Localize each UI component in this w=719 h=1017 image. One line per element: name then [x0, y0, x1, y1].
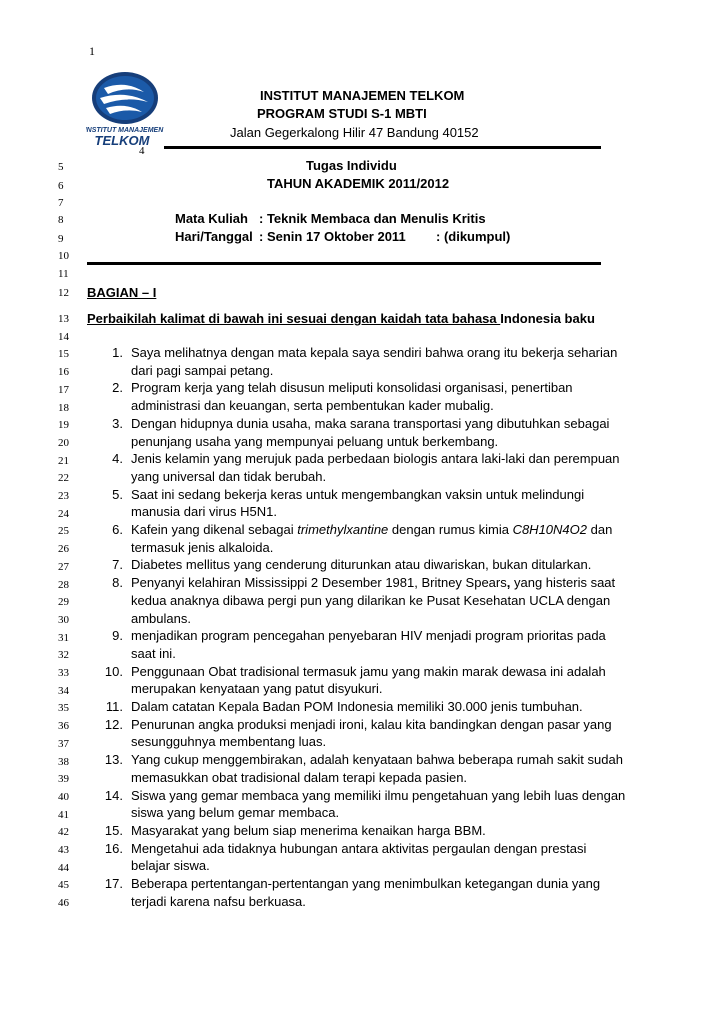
- line-number: 42: [58, 826, 69, 838]
- question-text-part: Kafein yang dikenal sebagai: [131, 522, 298, 537]
- line-number: 38: [58, 756, 69, 768]
- question-text: ambulans.: [131, 611, 191, 626]
- question-number: 10.: [104, 664, 123, 679]
- date-value: : Senin 17 Oktober 2011: [259, 229, 406, 244]
- line-number: 16: [58, 366, 69, 378]
- question-number: 14.: [104, 788, 123, 803]
- question-text-part: dan: [587, 522, 613, 537]
- line-number: 43: [58, 844, 69, 856]
- line-number: 22: [58, 472, 69, 484]
- question-number: 16.: [104, 841, 123, 856]
- course-label: Mata Kuliah: [175, 211, 248, 226]
- header-rule: [164, 146, 601, 149]
- line-number: 33: [58, 667, 69, 679]
- course-value: : Teknik Membaca dan Menulis Kritis: [259, 211, 486, 226]
- question-text: yang universal dan tidak berubah.: [131, 469, 327, 484]
- question-number: 8.: [112, 575, 123, 590]
- line-number: 31: [58, 632, 69, 644]
- line-number: 24: [58, 508, 69, 520]
- line-number: 30: [58, 614, 69, 626]
- question-text-part: yang histeris saat: [510, 575, 616, 590]
- line-number: 27: [58, 561, 69, 573]
- question-number: 12.: [104, 717, 123, 732]
- question-text: Beberapa pertentangan-pertentangan yang menimbulkan ketegangan dunia yang: [131, 876, 601, 891]
- question-text: Diabetes mellitus yang cenderung diturunkan atau diwariskan, bukan ditularkan.: [131, 557, 592, 572]
- question-number: 7.: [112, 557, 123, 572]
- line-number: 45: [58, 879, 69, 891]
- question-text: Dalam catatan Kepala Badan POM Indonesia memiliki 30.000 jenis tumbuhan.: [131, 699, 583, 714]
- line-number: 21: [58, 455, 69, 467]
- question-text: dari pagi sampai petang.: [131, 363, 274, 378]
- section-instruction: [87, 311, 595, 326]
- question-text: termasuk jenis alkaloida.: [131, 540, 274, 555]
- line-number: 28: [58, 579, 69, 591]
- question-text: belajar siswa.: [131, 858, 210, 873]
- line-number: 46: [58, 897, 69, 909]
- line-number: 23: [58, 490, 69, 502]
- date-label: Hari/Tanggal: [175, 229, 253, 244]
- title-line1: Tugas Individu: [306, 158, 397, 173]
- section-heading: BAGIAN – I: [87, 285, 157, 300]
- question-number: 3.: [112, 416, 123, 431]
- question-number: 13.: [104, 752, 123, 767]
- line-number: 39: [58, 773, 69, 785]
- question-text: menjadikan program pencegahan penyebaran HIV menjadi program prioritas pada: [131, 628, 606, 643]
- question-text: administrasi dan keuangan, serta pembentukan kader mubalig.: [131, 398, 494, 413]
- line-number: 9: [58, 233, 64, 245]
- line-number: 7: [58, 197, 64, 209]
- line-number: 19: [58, 419, 69, 431]
- meta-rule: [87, 262, 601, 265]
- line-number: 41: [58, 809, 69, 821]
- question-text-part: dengan rumus kimia: [388, 522, 513, 537]
- question-text: manusia dari virus H5N1.: [131, 504, 277, 519]
- question-text: [131, 575, 615, 590]
- question-text: saat ini.: [131, 646, 176, 661]
- line-number: 32: [58, 649, 69, 661]
- question-number: 5.: [112, 487, 123, 502]
- line-number: 6: [58, 180, 64, 192]
- line-number: 36: [58, 720, 69, 732]
- line-number: 25: [58, 525, 69, 537]
- program-name: PROGRAM STUDI S-1 MBTI: [257, 106, 427, 121]
- institution-name: INSTITUT MANAJEMEN TELKOM: [260, 88, 465, 103]
- question-number: 1.: [112, 345, 123, 360]
- address: Jalan Gegerkalong Hilir 47 Bandung 40152: [230, 125, 479, 140]
- line-number: 10: [58, 250, 69, 262]
- title-line2: TAHUN AKADEMIK 2011/2012: [267, 176, 450, 191]
- question-text: [131, 522, 612, 537]
- instruction-rest: Indonesia baku: [500, 311, 595, 326]
- question-text: Jenis kelamin yang merujuk pada perbedaan biologis antara laki-laki dan perempuan: [131, 451, 620, 466]
- line-number: 34: [58, 685, 69, 697]
- line-number: 26: [58, 543, 69, 555]
- line-number: 20: [58, 437, 69, 449]
- logo-brand-line1: INSTITUT MANAJEMEN: [86, 127, 164, 134]
- question-text: Saat ini sedang bekerja keras untuk mengembangkan vaksin untuk melindungi: [131, 487, 585, 502]
- question-text-bold: ,: [506, 575, 511, 590]
- question-text: Dengan hidupnya dunia usaha, maka sarana transportasi yang dibutuhkan sebagai: [131, 416, 610, 431]
- submit-value: : (dikumpul): [436, 229, 511, 244]
- question-text: sesungguhnya membentang luas.: [131, 734, 327, 749]
- line-number: 15: [58, 348, 69, 360]
- question-text: kedua anaknya dibawa pergi pun yang dilarikan ke Pusat Kesehatan UCLA dengan: [131, 593, 611, 608]
- line-number: 18: [58, 402, 69, 414]
- question-number: 2.: [112, 380, 123, 395]
- line-number: 13: [58, 313, 69, 325]
- line-number: 29: [58, 596, 69, 608]
- question-text: Saya melihatnya dengan mata kepala saya sendiri bahwa orang itu bekerja seharian: [131, 345, 618, 360]
- question-number: 6.: [112, 522, 123, 537]
- question-text: Program kerja yang telah disusun meliputi konsolidasi organisasi, penertiban: [131, 380, 573, 395]
- question-number: 11.: [105, 699, 123, 714]
- question-text-italic: trimethylxantine: [297, 522, 389, 537]
- question-text: Siswa yang gemar membaca yang memiliki ilmu pengetahuan yang lebih luas dengan: [131, 788, 626, 803]
- line-number: 44: [58, 862, 69, 874]
- question-text: terjadi karena nafsu berkuasa.: [131, 894, 306, 909]
- question-text: memasukkan obat tradisional dalam terapi kepada pasien.: [131, 770, 468, 785]
- line-number: 5: [58, 161, 64, 173]
- line-number: 40: [58, 791, 69, 803]
- question-text: Yang cukup menggembirakan, adalah kenyataan bahwa beberapa rumah sakit sudah: [131, 752, 623, 767]
- question-text: Mengetahui ada tidaknya hubungan antara aktivitas pergaulan dengan prestasi: [131, 841, 587, 856]
- question-number: 4.: [112, 451, 123, 466]
- logo-brand-line2: TELKOM: [94, 133, 150, 148]
- logo-marker: 4: [139, 145, 145, 157]
- question-text: siswa yang belum gemar membaca.: [131, 805, 340, 820]
- line-number: 8: [58, 214, 64, 226]
- line-number: 12: [58, 287, 69, 299]
- question-text: merupakan kenyataan yang patut disyukuri.: [131, 681, 383, 696]
- question-text: Penggunaan Obat tradisional termasuk jamu yang makin marak dewasa ini adalah: [131, 664, 606, 679]
- question-text: Masyarakat yang belum siap menerima kenaikan harga BBM.: [131, 823, 486, 838]
- page-number: 1: [89, 44, 95, 58]
- question-number: 15.: [104, 823, 123, 838]
- question-text-italic: C8H10N4O2: [512, 522, 587, 537]
- line-number: 17: [58, 384, 69, 396]
- line-number: 37: [58, 738, 69, 750]
- question-text: Penurunan angka produksi menjadi ironi, kalau kita bandingkan dengan pasar yang: [131, 717, 612, 732]
- telkom-logo-icon: [86, 70, 166, 148]
- line-number: 14: [58, 331, 69, 343]
- line-number: 11: [58, 268, 69, 280]
- telkom-logo: [86, 70, 166, 148]
- question-number: 9.: [112, 628, 123, 643]
- question-text: penunjang usaha yang mempunyai peluang untuk berkembang.: [131, 434, 499, 449]
- question-number: 17.: [104, 876, 123, 891]
- question-text-part: Penyanyi kelahiran Mississippi 2 Desember 1981, Britney Spears: [131, 575, 507, 590]
- instruction-underlined: Perbaikilah kalimat di bawah ini sesuai dengan kaidah tata bahasa: [87, 311, 501, 326]
- line-number: 35: [58, 702, 69, 714]
